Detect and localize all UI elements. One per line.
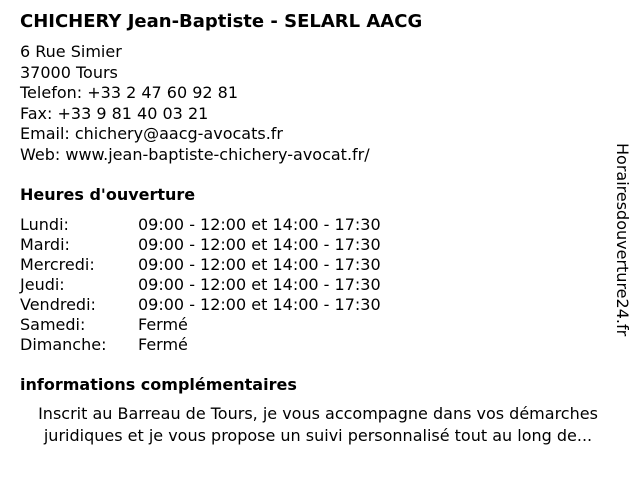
business-title: CHICHERY Jean-Baptiste - SELARL AACG	[20, 11, 423, 32]
day-label: Samedi:	[20, 315, 86, 334]
day-label: Dimanche:	[20, 335, 107, 354]
day-label: Jeudi:	[20, 275, 65, 294]
info-text-line: Inscrit au Barreau de Tours, je vous accompagne dans vos démarches	[38, 404, 598, 423]
address-city: 37000 Tours	[20, 62, 118, 82]
hours-row-monday	[20, 215, 620, 235]
hours-row-wednesday	[20, 255, 620, 275]
day-hours: 09:00 - 12:00 et 14:00 - 17:30	[138, 215, 381, 234]
address-block	[20, 42, 620, 165]
day-hours: 09:00 - 12:00 et 14:00 - 17:30	[138, 235, 381, 254]
email-line: Email: chichery@aacg-avocats.fr	[20, 124, 283, 143]
hours-table	[20, 215, 620, 355]
phone-line: Telefon: +33 2 47 60 92 81	[20, 83, 239, 102]
day-hours: Fermé	[138, 315, 188, 334]
day-hours: Fermé	[138, 335, 188, 354]
info-heading: informations complémentaires	[20, 375, 297, 394]
website-line: Web: www.jean-baptiste-chichery-avocat.fr/	[20, 144, 370, 164]
hours-row-friday	[20, 295, 620, 315]
day-label: Lundi:	[20, 215, 69, 234]
hours-heading: Heures d'ouverture	[20, 185, 196, 204]
day-label: Vendredi:	[20, 295, 96, 314]
day-hours: 09:00 - 12:00 et 14:00 - 17:30	[138, 255, 381, 274]
hours-row-tuesday	[20, 235, 620, 255]
day-label: Mercredi:	[20, 255, 95, 274]
day-hours: 09:00 - 12:00 et 14:00 - 17:30	[138, 275, 381, 294]
info-text-line: juridiques et je vous propose un suivi personnalisé tout au long de...	[43, 426, 593, 445]
day-hours: 09:00 - 12:00 et 14:00 - 17:30	[138, 295, 381, 314]
side-brand-watermark: Horairesdouverture24.fr	[613, 143, 632, 337]
fax-line: Fax: +33 9 81 40 03 21	[20, 103, 209, 123]
info-description	[12, 403, 624, 447]
day-label: Mardi:	[20, 235, 70, 254]
address-street: 6 Rue Simier	[20, 42, 122, 61]
hours-row-sunday	[20, 335, 620, 355]
hours-row-saturday	[20, 315, 620, 335]
hours-row-thursday	[20, 275, 620, 295]
business-card	[20, 10, 620, 447]
